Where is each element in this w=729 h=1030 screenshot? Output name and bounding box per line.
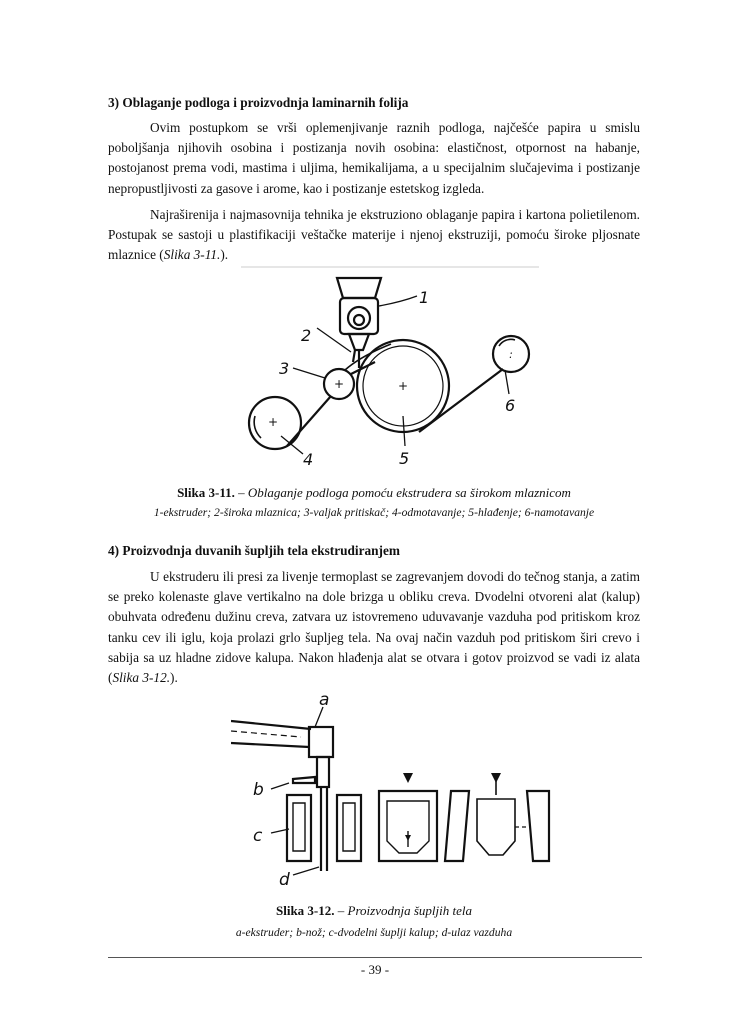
caption-title: Oblaganje podloga pomoću ekstrudera sa širokom mlaznicom [247,485,571,500]
label-4: 4 [303,450,314,469]
section-3-paragraph-1: Ovim postupkom se vrši oplemenjivanje raznih podloga, najčešće papira u smislu poboljšanja njihovih osobina i postizanja novih osobina: elastičnost, otpornost na habanje, postojanost prema vodi, mastima i uljima, hemikalijama, a u specijalnim slučajevima i postizanje nepropustljivosti za gasove i arome, kao i postizanje estetskog izgleda. [108,120,640,196]
blow-molding-diagram [231,691,553,891]
caption-number: Slika 3-11. [177,485,235,500]
paragraph-text: U ekstruderu ili presi za livenje termoplast se zagrevanjem dovodi do tečnog stanja, a zatim se preko kolenaste glave vertikalno na dole brizga u obliku creva. Dvodelni otvoreni alat (kalup) obuhvata određenu dužinu creva, zatvara uz istovremeno uduvavanje vazduha pod pritiskom kroz tanku cev ili iglu, koja prolazi grlo šupljeg tela. Na ovaj način vazduh pod pritiskom širi crevo i sabija sa uz hladne zidove kalupa. Nakon hlađenja alat se otvara i gotov proizvod se vadi iz alata ( [108,569,640,686]
label-3: 3 [279,359,290,378]
caption-title: Proizvodnja šupljih tela [347,903,472,918]
svg-text:+: + [397,379,409,393]
section-3-heading: 3) Oblaganje podloga i proizvodnja laminarnih folija [108,95,409,110]
extrusion-coating-diagram [241,266,539,472]
paragraph-text: Najraširenija i najmasovnija tehnika je ekstruziono oblaganje papira i kartona polietilenom. Postupak se sastoji u plastifikaciji veštačke materije i njenoj ekstruziji, pomoću široke pljosnate mlaznice ( [108,207,640,263]
figure-3-12 [231,691,553,891]
label-d: d [279,870,290,890]
figure-3-11-legend: 1-ekstruder; 2-široka mlaznica; 3-valjak pritiskač; 4-odmotavanje; 5-hlađenje; 6-namotavanje [153,506,595,519]
label-6: 6 [505,396,516,415]
figure-3-12-legend: a-ekstruder; b-nož; c-dvodelni šuplji kalup; d-ulaz vazduha [235,926,513,939]
svg-text::: : [509,348,513,361]
caption-number: Slika 3-12. [276,903,335,918]
caption-dash: – [234,485,248,500]
svg-text:+: + [267,415,279,429]
caption-dash: – [334,903,348,918]
label-5: 5 [399,449,410,468]
label-b: b [253,780,264,800]
figure-3-11 [241,266,539,472]
figure-reference: Slika 3-11. [163,247,221,263]
section-3-paragraph-2 [108,205,640,266]
label-a: a [319,691,330,710]
figure-3-11-caption [100,484,648,502]
page-number: - 39 - [360,962,390,977]
label-c: c [253,826,263,846]
figure-reference: Slika 3-12. [112,670,171,686]
paragraph-text-end: ). [220,247,229,263]
section-4-heading: 4) Proizvodnja duvanih šupljih tela ekstrudiranjem [108,543,400,558]
paragraph-text-end: ). [170,670,178,686]
label-2: 2 [301,326,312,345]
figure-3-12-caption [100,902,648,920]
section-4-paragraph [108,567,640,688]
label-1: 1 [419,288,430,307]
footer-divider [108,957,642,958]
svg-text:+: + [333,377,345,391]
